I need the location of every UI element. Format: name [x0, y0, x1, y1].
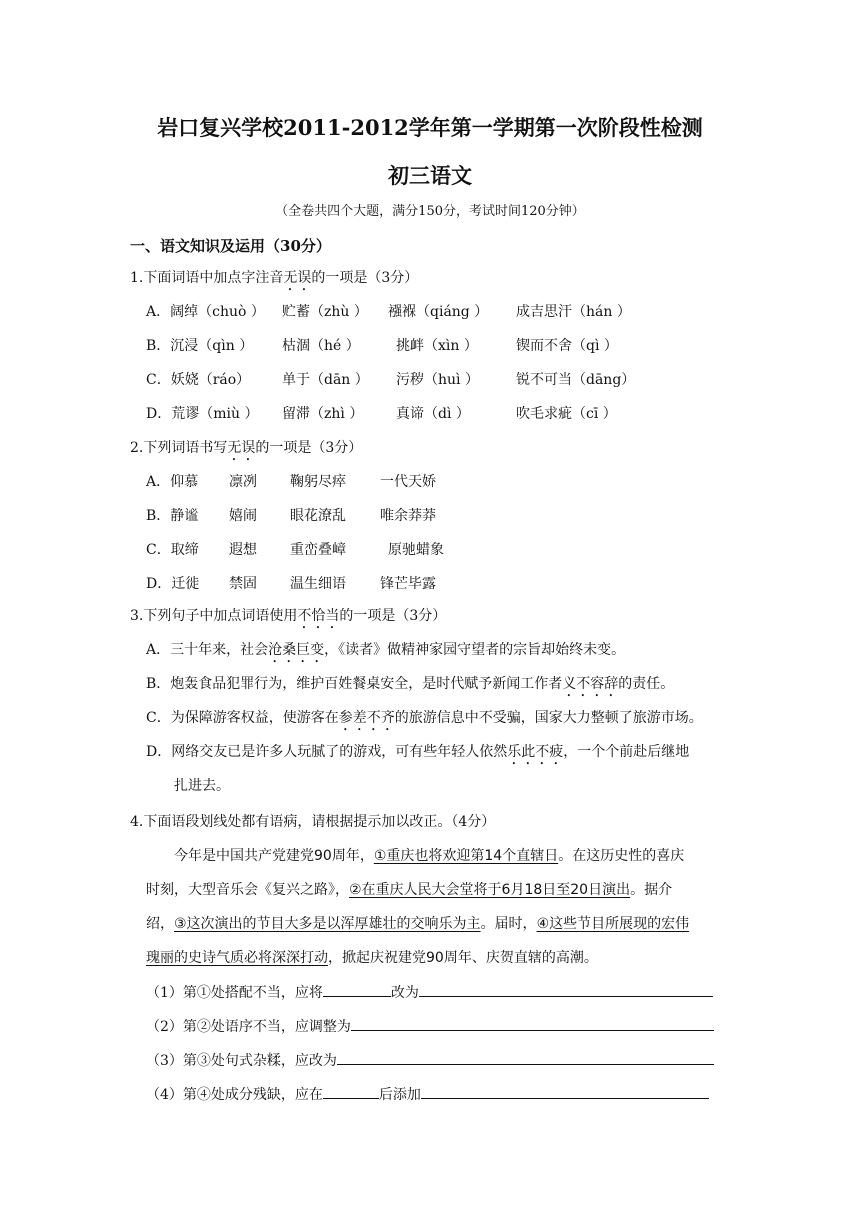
passage-line-1 [174, 846, 684, 866]
passage-line-3 [146, 914, 689, 934]
q2-c-2: 遐想 [229, 542, 257, 558]
q3-a-text-end: ，《读者》做精神家园守望者的宗旨却始终未变。 [324, 642, 626, 658]
q2-b-4: 唯余莽莽 [380, 508, 436, 524]
q1-b-4: 锲而不舍（qì ） [516, 338, 618, 354]
q3-c-term: 参差不齐 [338, 710, 395, 726]
passage-text: ，掀起庆祝建党90周年、庆贺直辖的高潮。 [328, 950, 598, 966]
q4-stem: 4.下面语段划线处都有语病，请根据提示加以改正。（4分） [130, 814, 496, 830]
section-heading: 一、语文知识及运用（30分） [130, 237, 331, 255]
q1-stem-text-end: 的一项是（3分） [311, 270, 419, 286]
q2-d-4: 锋芒毕露 [380, 576, 436, 592]
q3-d-text: D．网络交友已是许多人玩腻了的游戏，可有些年轻人依然 [146, 744, 508, 760]
q2-stem-text: 2.下列词语书写 [130, 440, 228, 456]
passage-text: 。在这历史性的喜庆 [558, 848, 685, 864]
q2-stem-emphasis: 无误 [227, 440, 256, 456]
q3-option-c [146, 708, 703, 734]
q2-a-2: 凛冽 [229, 474, 257, 490]
q3-c-text-end: 的旅游信息中不受骗，国家大力整顿了旅游市场。 [394, 710, 703, 726]
exam-note: （全卷共四个大题，满分150分，考试时间120分钟） [275, 204, 585, 219]
q2-a-3: 鞠躬尽瘁 [290, 474, 346, 490]
q1-b-3: 挑衅（xìn ） [396, 338, 478, 354]
q1-c-3: 污秽（huì ） [396, 372, 479, 388]
answer-row-4 [146, 1084, 709, 1105]
q1-d-4: 吹毛求疵（cī ） [516, 406, 617, 422]
q3-a-text: A．三十年来，社会 [146, 642, 269, 658]
answer-prompt: （4）第④处成分残缺，应在 [146, 1087, 323, 1103]
q1-a-1: A．阔绰（chuò ） [146, 304, 265, 320]
q1-d-1: D．荒谬（miù ） [146, 406, 259, 422]
answer-prompt: （1）第①处搭配不当，应将 [146, 985, 323, 1001]
q2-b-2: 嬉闹 [229, 508, 257, 524]
q3-b-text: B．炮轰食品犯罪行为，维护百姓餐桌安全，是时代赋予新闻工作者 [146, 676, 563, 692]
q3-a-term: 沧桑巨变 [268, 642, 325, 658]
error-segment-3: ③这次演出的节目大多是以浑厚雄壮的交响乐为主 [174, 916, 481, 932]
q1-c-4: 锐不可当（dāng） [516, 372, 636, 388]
q3-b-text-end: 的责任。 [618, 676, 675, 692]
q2-b-1: B．静谧 [146, 508, 199, 524]
q3-d-term: 乐此不疲 [507, 744, 564, 760]
passage-line-4 [146, 948, 598, 968]
answer-row-3 [146, 1050, 714, 1071]
q2-a-4: 一代天娇 [380, 474, 436, 490]
q1-stem-text: 1.下面词语中加点字注音 [130, 270, 284, 286]
q2-d-3: 温生细语 [290, 576, 346, 592]
answer-blank[interactable] [323, 1084, 379, 1099]
passage-text: 。届时， [480, 916, 537, 932]
passage-text: 绍， [146, 916, 174, 932]
answer-row-1 [146, 982, 713, 1003]
q1-b-1: B．沉浸（qìn ） [146, 338, 254, 354]
answer-prompt: （3）第③处句式杂糅，应改为 [146, 1053, 337, 1069]
answer-prompt: 后添加 [378, 1087, 421, 1103]
q2-a-1: A．仰慕 [146, 474, 199, 490]
q1-stem-emphasis: 无误 [283, 270, 312, 286]
q3-option-a [146, 640, 625, 666]
q2-d-1: D．迁徙 [146, 576, 200, 592]
q1-a-4: 成吉思汗（hán ） [516, 304, 631, 320]
answer-prompt: （2）第②处语序不当，应调整为 [146, 1019, 351, 1035]
q1-d-3: 真谛（dì ） [396, 406, 470, 422]
q3-option-d [146, 742, 689, 768]
q2-stem [130, 438, 362, 464]
q3-stem [130, 606, 446, 632]
q3-option-b [146, 674, 674, 700]
answer-blank[interactable] [419, 982, 713, 997]
q3-stem-text: 3.下列句子中加点词语使用 [130, 608, 298, 624]
q1-b-2: 枯涸（hé ） [282, 338, 360, 354]
exam-title: 岩口复兴学校2011-2012学年第一学期第一次阶段性检测 [157, 115, 703, 140]
passage-text: 时刻，大型音乐会《复兴之路》， [146, 882, 349, 898]
q3-stem-text-end: 的一项是（3分） [339, 608, 447, 624]
q1-stem [130, 268, 418, 294]
error-segment-4: ④这些节目所展现的宏伟 [536, 916, 690, 932]
answer-prompt: 改为 [390, 985, 419, 1001]
q2-c-1: C．取缔 [146, 542, 199, 558]
q2-c-3: 重峦叠嶂 [290, 542, 346, 558]
answer-blank[interactable] [323, 982, 391, 997]
error-segment-2: ②在重庆人民大会堂将于6月18日至20日演出 [349, 882, 631, 898]
subject-title: 初三语文 [388, 163, 472, 188]
answer-row-2 [146, 1016, 714, 1037]
answer-blank[interactable] [337, 1050, 714, 1065]
q2-b-3: 眼花潦乱 [290, 508, 346, 524]
answer-blank[interactable] [351, 1016, 714, 1031]
q3-stem-emphasis: 不恰当 [297, 608, 340, 624]
passage-line-2 [146, 880, 672, 900]
q3-option-d-cont: 扎进去。 [174, 778, 230, 794]
error-segment-1: ①重庆也将欢迎第14个直辖日 [373, 848, 559, 864]
q1-c-1: C．妖娆（ráo） [146, 372, 251, 388]
q3-d-text-end: ，一个个前赴后继地 [563, 744, 690, 760]
q1-c-2: 单于（dān ） [282, 372, 369, 388]
q1-a-3: 襁褓（qiáng ） [388, 304, 489, 320]
q3-b-term: 义不容辞 [562, 676, 619, 692]
q2-stem-text-end: 的一项是（3分） [255, 440, 363, 456]
q1-a-2: 贮蓄（zhù ） [282, 304, 368, 320]
q1-d-2: 留滞（zhì ） [282, 406, 364, 422]
q2-d-2: 禁固 [229, 576, 257, 592]
passage-text: 今年是中国共产党建党90周年， [174, 848, 374, 864]
q3-c-text: C．为保障游客权益，使游客在 [146, 710, 339, 726]
q2-c-4: 原驰蜡象 [388, 542, 444, 558]
passage-text: 。据介 [630, 882, 673, 898]
error-segment-4-cont: 瑰丽的史诗气质必将深深打动 [146, 950, 328, 966]
answer-blank[interactable] [421, 1084, 709, 1099]
